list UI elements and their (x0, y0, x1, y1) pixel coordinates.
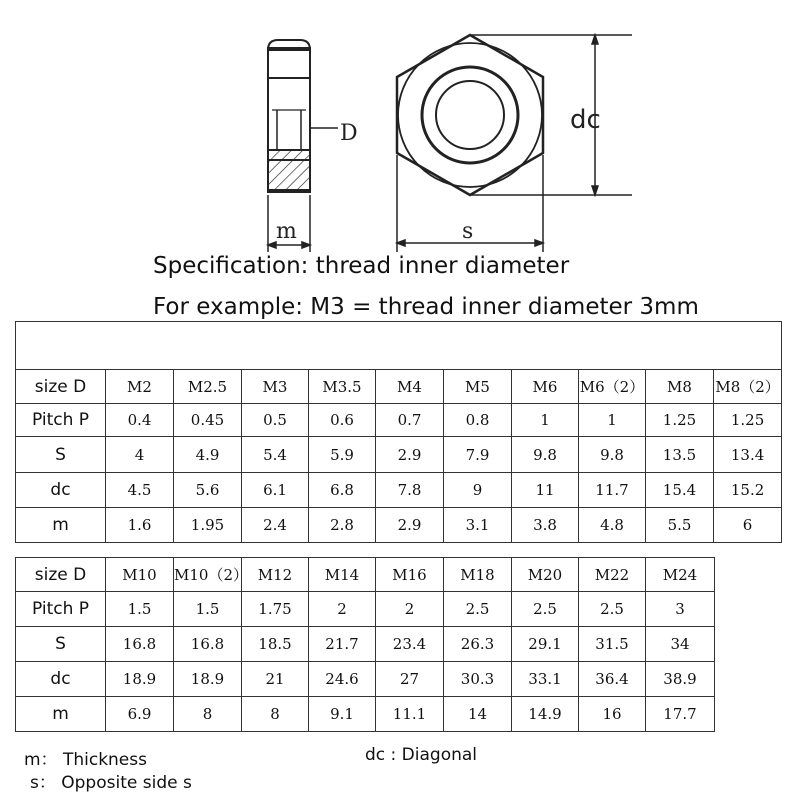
value-cell: 15.2 (714, 473, 782, 508)
size-table-1 (15, 321, 782, 543)
nut-technical-drawing (0, 0, 795, 255)
value-cell: 33.1 (512, 662, 579, 697)
value-cell: 3 (646, 592, 715, 627)
value-cell: 1.25 (714, 404, 782, 437)
size-cell: M14 (309, 558, 376, 592)
size-cell: M4 (376, 370, 444, 404)
value-cell: 11.1 (376, 697, 444, 732)
value-cell: 21 (242, 662, 309, 697)
value-cell: 3.1 (444, 508, 512, 543)
value-cell: 21.7 (309, 627, 376, 662)
size-cell: M8（2） (714, 370, 782, 404)
value-cell: 34 (646, 627, 715, 662)
value-cell: 11 (512, 473, 579, 508)
value-cell: 1.5 (174, 592, 242, 627)
size-cell: M3 (242, 370, 309, 404)
dc-row (16, 473, 782, 508)
value-cell: 26.3 (444, 627, 512, 662)
value-cell: 0.6 (309, 404, 376, 437)
value-cell: 15.4 (646, 473, 714, 508)
value-cell: 2.5 (444, 592, 512, 627)
value-cell: 2.9 (376, 437, 444, 473)
value-cell: 8 (242, 697, 309, 732)
value-cell: 14.9 (512, 697, 579, 732)
value-cell: 36.4 (579, 662, 646, 697)
value-cell: 2.4 (242, 508, 309, 543)
size-cell: M6（2） (579, 370, 646, 404)
label-s: s (462, 219, 474, 244)
size-cell: M5 (444, 370, 512, 404)
s-row (16, 627, 715, 662)
value-cell: 7.9 (444, 437, 512, 473)
size-cell: M16 (376, 558, 444, 592)
value-cell: 13.5 (646, 437, 714, 473)
value-cell: 9.8 (512, 437, 579, 473)
value-cell: 6.9 (106, 697, 174, 732)
nut-front-view (397, 35, 543, 195)
value-cell: 6.1 (242, 473, 309, 508)
specification-line: Specification: thread inner diameter (153, 253, 570, 279)
legend-diagonal: dc : Diagonal (365, 745, 478, 765)
size-cell: M2.5 (174, 370, 242, 404)
value-cell: 4.9 (174, 437, 242, 473)
value-cell: 1.25 (646, 404, 714, 437)
value-cell: 5.4 (242, 437, 309, 473)
value-cell: 5.5 (646, 508, 714, 543)
value-cell: 6.8 (309, 473, 376, 508)
value-cell: 16 (579, 697, 646, 732)
size-cell: M22 (579, 558, 646, 592)
value-cell: 18.9 (106, 662, 174, 697)
m-row (16, 697, 715, 732)
value-cell: 3.8 (512, 508, 579, 543)
value-cell: 2.9 (376, 508, 444, 543)
size-cell: M2 (106, 370, 174, 404)
label-d: D (340, 121, 358, 146)
value-cell: 1.6 (106, 508, 174, 543)
value-cell: 9.8 (579, 437, 646, 473)
row-header: S (16, 437, 106, 473)
value-cell: 4.5 (106, 473, 174, 508)
row-header: dc (16, 473, 106, 508)
value-cell: 5.6 (174, 473, 242, 508)
value-cell: 2 (309, 592, 376, 627)
legend-opposite-side: s： Opposite side s (30, 773, 192, 793)
value-cell: 6 (714, 508, 782, 543)
value-cell: 8 (174, 697, 242, 732)
size-cell: M10（2） (174, 558, 242, 592)
value-cell: 18.9 (174, 662, 242, 697)
size-table-2 (15, 557, 715, 732)
value-cell: 14 (444, 697, 512, 732)
value-cell: 2.8 (309, 508, 376, 543)
size-cell: M10 (106, 558, 174, 592)
m-row (16, 508, 782, 543)
row-header: Pitch P (16, 592, 106, 627)
value-cell: 29.1 (512, 627, 579, 662)
row-header: size D (16, 370, 106, 404)
value-cell: 4 (106, 437, 174, 473)
value-cell: 18.5 (242, 627, 309, 662)
value-cell: 2.5 (579, 592, 646, 627)
size-row (16, 558, 715, 592)
value-cell: 16.8 (106, 627, 174, 662)
size-cell: M18 (444, 558, 512, 592)
value-cell: 16.8 (174, 627, 242, 662)
size-cell: M6 (512, 370, 579, 404)
row-header: Pitch P (16, 404, 106, 437)
value-cell: 9 (444, 473, 512, 508)
value-cell: 11.7 (579, 473, 646, 508)
legend-thickness: m： Thickness (24, 750, 147, 770)
hatched-section (268, 150, 310, 190)
label-dc: dc (570, 105, 601, 135)
row-header: m (16, 508, 106, 543)
value-cell: 1.95 (174, 508, 242, 543)
size-cell: M8 (646, 370, 714, 404)
value-cell: 38.9 (646, 662, 715, 697)
value-cell: 2 (376, 592, 444, 627)
value-cell: 31.5 (579, 627, 646, 662)
size-cell: M20 (512, 558, 579, 592)
table-title-row (16, 322, 782, 370)
pitch-row (16, 592, 715, 627)
value-cell: 24.6 (309, 662, 376, 697)
value-cell: 0.45 (174, 404, 242, 437)
size-row (16, 370, 782, 404)
value-cell: 17.7 (646, 697, 715, 732)
value-cell: 0.7 (376, 404, 444, 437)
value-cell: 4.8 (579, 508, 646, 543)
value-cell: 1.75 (242, 592, 309, 627)
size-cell: M3.5 (309, 370, 376, 404)
pitch-row (16, 404, 782, 437)
value-cell: 0.4 (106, 404, 174, 437)
row-header: dc (16, 662, 106, 697)
value-cell: 2.5 (512, 592, 579, 627)
row-header: S (16, 627, 106, 662)
size-cell: M12 (242, 558, 309, 592)
value-cell: 7.8 (376, 473, 444, 508)
value-cell: 1.5 (106, 592, 174, 627)
value-cell: 27 (376, 662, 444, 697)
value-cell: 5.9 (309, 437, 376, 473)
value-cell: 1 (579, 404, 646, 437)
row-header: m (16, 697, 106, 732)
dc-row (16, 662, 715, 697)
value-cell: 0.8 (444, 404, 512, 437)
example-line: For example: M3 = thread inner diameter 3mm (153, 294, 699, 320)
row-header: size D (16, 558, 106, 592)
value-cell: 9.1 (309, 697, 376, 732)
label-m: m (276, 219, 297, 244)
value-cell: 30.3 (444, 662, 512, 697)
value-cell: 13.4 (714, 437, 782, 473)
value-cell: 0.5 (242, 404, 309, 437)
size-cell: M24 (646, 558, 715, 592)
value-cell: 1 (512, 404, 579, 437)
dc-dimension (470, 35, 632, 195)
table-title-cell (16, 322, 782, 370)
value-cell: 23.4 (376, 627, 444, 662)
s-row (16, 437, 782, 473)
